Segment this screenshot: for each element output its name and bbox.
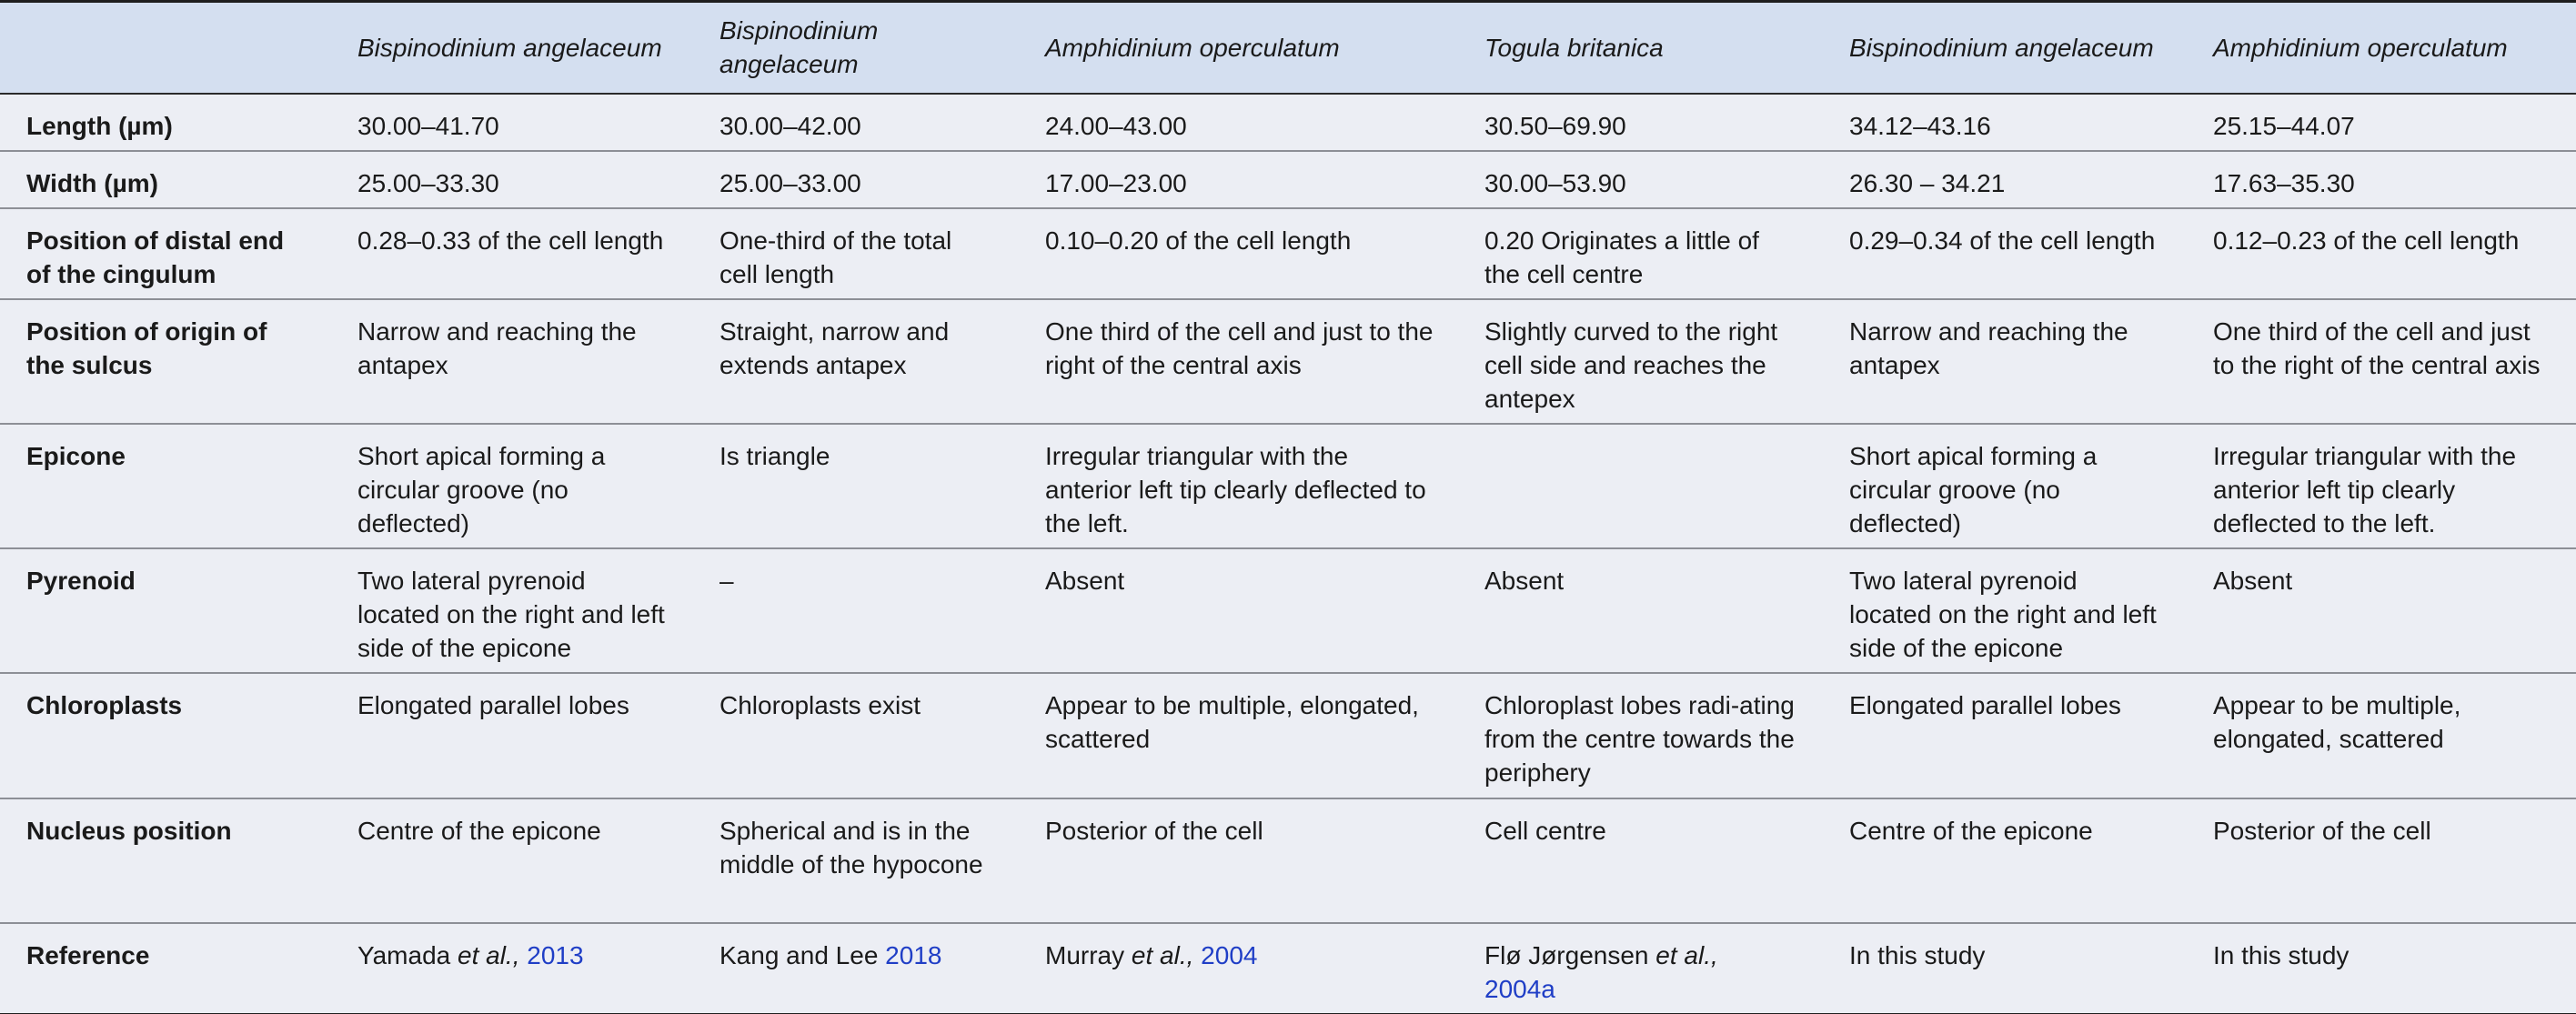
col-header-3: Amphidinium operculatum: [1045, 33, 1340, 62]
row-label: Position of origin of the sulcus: [26, 316, 267, 379]
reference-year-link[interactable]: 2018: [885, 940, 942, 969]
table-row-width: [0, 151, 2576, 208]
table-cell: Chloroplast lobes radi-ating from the centre towards the periphery: [1484, 690, 1795, 787]
row-label: Reference: [26, 940, 150, 969]
reference-year-link[interactable]: 2004a: [1484, 974, 1555, 1003]
table-cell: Elongated parallel lobes: [357, 690, 629, 719]
table-cell: Appear to be multiple, elongated, scattered: [2213, 690, 2461, 753]
table-cell: One third of the cell and just to the right of the central axis: [1045, 316, 1434, 379]
table-cell: 0.10–0.20 of the cell length: [1045, 226, 1352, 255]
reference-etal: et al.,: [458, 940, 520, 969]
table-cell: 24.00–43.00: [1045, 111, 1187, 140]
table-row-cingulum: [0, 208, 2576, 299]
table-cell: 34.12–43.16: [1849, 111, 1991, 140]
table-cell: [1458, 424, 1823, 548]
table-cell: Short apical forming a circular groove (no deflected): [357, 441, 606, 537]
table-cell: Is triangle: [719, 441, 830, 470]
table-cell: Absent: [1045, 566, 1125, 595]
table-cell: 26.30 – 34.21: [1849, 168, 2006, 197]
table-cell: Straight, narrow and extends antapex: [719, 316, 950, 379]
col-header-4: Togula britanica: [1484, 33, 1664, 62]
col-header-5: Bispinodinium angelaceum: [1849, 33, 2154, 62]
reference-cell: [693, 923, 1019, 1014]
table-cell: Irregular triangular with the anterior left tip clearly deflected to the left.: [1045, 441, 1426, 537]
reference-etal: et al.,: [1131, 940, 1194, 969]
table-cell: 25.00–33.30: [357, 168, 499, 197]
table-cell: Posterior of the cell: [2213, 816, 2431, 845]
row-label: Pyrenoid: [26, 566, 136, 595]
table-cell: Spherical and is in the middle of the hypocone: [719, 816, 983, 878]
table-cell: 25.15–44.07: [2213, 111, 2355, 140]
table-row-pyrenoid: [0, 548, 2576, 673]
table-cell: Slightly curved to the right cell side and reaches the antepex: [1484, 316, 1778, 413]
table-cell: Centre of the epicone: [1849, 816, 2093, 845]
table-cell: 17.00–23.00: [1045, 168, 1187, 197]
table-cell: Chloroplasts exist: [719, 690, 921, 719]
header-corner: [0, 2, 331, 94]
row-label: Position of distal end of the cingulum: [26, 226, 285, 288]
row-label: Epicone: [26, 441, 126, 470]
row-label: Nucleus position: [26, 816, 232, 845]
table-cell: Absent: [1484, 566, 1565, 595]
table-cell: 30.00–41.70: [357, 111, 499, 140]
table-cell: Short apical forming a circular groove (no deflected): [1849, 441, 2098, 537]
table-cell: 30.00–42.00: [719, 111, 861, 140]
row-label: Width (µm): [26, 168, 158, 197]
table-cell: 17.63–35.30: [2213, 168, 2355, 197]
reference-etal: et al.,: [1655, 940, 1718, 969]
table-cell: 25.00–33.00: [719, 168, 861, 197]
header-row: [0, 2, 2576, 94]
reference-author: Murray: [1045, 940, 1125, 969]
reference-year-link[interactable]: 2013: [527, 940, 584, 969]
col-header-6: Amphidinium operculatum: [2213, 33, 2508, 62]
table-cell: Posterior of the cell: [1045, 816, 1263, 845]
table-cell: 0.20 Originates a little of the cell centre: [1484, 226, 1759, 288]
table-cell: Two lateral pyrenoid located on the right and left side of the epicone: [357, 566, 665, 662]
table-row-reference: [0, 923, 2576, 1014]
reference-author: Kang and Lee: [719, 940, 879, 969]
reference-cell: In this study: [2213, 940, 2350, 969]
table-cell: One-third of the total cell length: [719, 226, 952, 288]
table-cell: Appear to be multiple, elongated, scattered: [1045, 690, 1419, 753]
table-cell: 30.50–69.90: [1484, 111, 1626, 140]
table-row-sulcus: [0, 299, 2576, 424]
table-cell: 0.28–0.33 of the cell length: [357, 226, 664, 255]
table-cell: Irregular triangular with the anterior left tip clearly deflected to the left.: [2213, 441, 2517, 537]
table-cell: Absent: [2213, 566, 2293, 595]
reference-cell: In this study: [1849, 940, 1986, 969]
table-cell: Elongated parallel lobes: [1849, 690, 2121, 719]
reference-author: Yamada: [357, 940, 451, 969]
table-row-epicone: [0, 424, 2576, 548]
table-cell: Two lateral pyrenoid located on the right and left side of the epicone: [1849, 566, 2157, 662]
table-cell: 0.12–0.23 of the cell length: [2213, 226, 2520, 255]
reference-year-link[interactable]: 2004: [1201, 940, 1258, 969]
col-header-2: Bispinodinium angelaceum: [719, 16, 879, 79]
reference-cell: [331, 923, 693, 1014]
table-cell: Narrow and reaching the antapex: [357, 316, 637, 379]
table-cell: 30.00–53.90: [1484, 168, 1626, 197]
reference-cell: [1458, 923, 1823, 1014]
table-row-length: [0, 94, 2576, 151]
col-header-1: Bispinodinium angelaceum: [357, 33, 662, 62]
table-cell: Centre of the epicone: [357, 816, 601, 845]
table-cell: One third of the cell and just to the right of the central axis: [2213, 316, 2541, 379]
table-cell: Narrow and reaching the antapex: [1849, 316, 2128, 379]
table-cell: 0.29–0.34 of the cell length: [1849, 226, 2156, 255]
table-row-nucleus: [0, 798, 2576, 923]
row-label: Chloroplasts: [26, 690, 183, 719]
table-row-chloroplasts: [0, 673, 2576, 798]
reference-cell: [1019, 923, 1458, 1014]
reference-author: Flø Jørgensen: [1484, 940, 1649, 969]
table-cell: Cell centre: [1484, 816, 1606, 845]
table-cell: –: [719, 566, 734, 595]
row-label: Length (µm): [26, 111, 173, 140]
